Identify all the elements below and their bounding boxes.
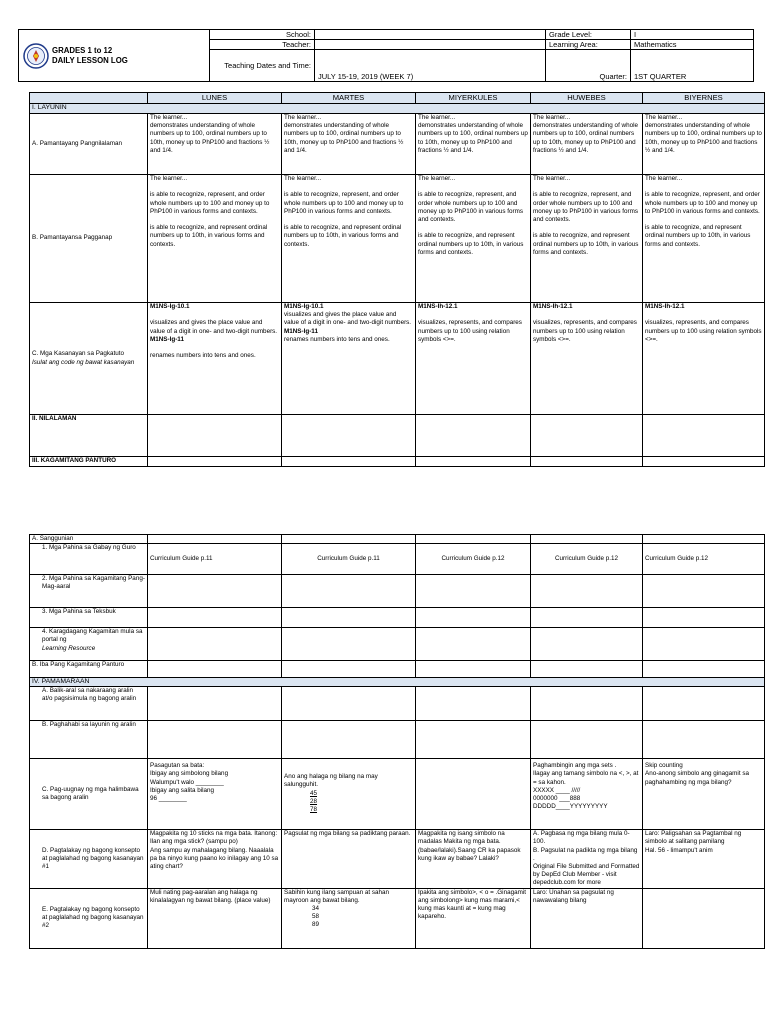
day-header-blank [30,93,148,104]
cell-gabay-miyerkules: Curriculum Guide p.12 [416,544,531,575]
cell-b-miyerkules: The learner... is able to recognize, represent, and order whole numbers up to 100 and money up to PhP100 in various forms and contexts. is able to recognize, and represent ordinal numbers up to 10th, in various forms and contexts. [416,175,531,303]
cell-pe-lunes: Muli nating pag-aaralan ang halaga ng kinalalagyan ng bawat bilang. (place value) [148,888,282,948]
cell-pa-miyerkules [416,687,531,721]
cell-pe-biyernes [643,888,765,948]
cell-pd-huwebes: A. Pagbasa ng mga bilang mula 0-100. B. Pagsulat na padikta ng mga bilang . Original File Submitted and Formatted by DepEd Club Member - visit depedclub.com for more [531,830,643,888]
cell-pb-lunes [148,721,282,759]
cell-a-martes: The learner... demonstrates understanding of whole numbers up to 100, ordinal numbers up to 10th, money up to PhP100 and fractions ½ and 1/4. [282,114,416,175]
cell-nilalaman-lunes [148,415,282,457]
learning-area-value: Mathematics [631,40,754,50]
competency-code: M1NS-Ih-12.1 [418,303,458,310]
cell-r4-martes [282,628,416,661]
competency-code-2: M1NS-Ig-11 [284,327,318,335]
cell-b-martes: The learner... is able to recognize, represent, and order whole numbers up to 100 and money up to PhP100 in various forms and contexts. is able to recognize, and represent ordinal numbers up to 10th, in various forms and contexts. [282,175,416,303]
competency-code: M1NS-Ig-10.1 [284,303,324,310]
cell-rb-huwebes [531,661,643,678]
cell-b-lunes: The learner... is able to recognize, represent, and order whole numbers up to 100 and money up to PhP100 in various forms and contexts. is able to recognize, and represent ordinal numbers up to 10th, in various forms and contexts. [148,175,282,303]
row-label-gabay-ng-guro: 1. Mga Pahina sa Gabay ng Guro [30,544,148,575]
cell-pd-biyernes: Laro: Paligsahan sa Pagtambal ng simbolo at salitang pamilang Hal. 56 - limampu't anim [643,830,765,888]
cell-rb-miyerkules [416,661,531,678]
section-pamamaraan: IV. PAMAMARAAN [30,678,765,687]
row-label-kagamitang-pang-mag-aaral: 2. Mga Pahina sa Kagamitang Pang-Mag-aaral [30,575,148,608]
row-label-pagtalakay-2: E. Pagtalakay ng bagong konsepto at paglalahad ng bagong kasanayan #2 [30,888,148,948]
pc-martes-number-3: 78 [310,806,318,814]
competency-code: M1NS-Ig-10.1 [150,303,190,310]
school-value [315,30,546,40]
cell-rb-biyernes [643,661,765,678]
row-label-pagtalakay-1: D. Pagtalakay ng bagong konsepto at paglalahad ng bagong kasanayan #1 [30,830,148,888]
cell-nilalaman-biyernes [643,415,765,457]
competency-text: visualizes, represents, and compares numbers up to 100 using relation symbols <>=. [533,319,637,343]
cell-c-lunes [148,303,282,415]
teacher-value [315,40,546,50]
cell-pc-martes [282,759,416,830]
cell-r3-miyerkules [416,608,531,628]
cell-sg-martes [282,535,416,544]
quarter-label: Quarter: [546,50,631,82]
competency-text-2: renames numbers into tens and ones. [284,335,390,343]
school-label: School: [210,30,315,40]
dates-value: JULY 15-19, 2019 (WEEK 7) [315,50,546,82]
day-header-lunes: LUNES [148,93,282,104]
header-table [18,29,754,82]
section-layunin: I. LAYUNIN [30,104,765,114]
cell-r2-martes [282,575,416,608]
cell-c-huwebes [531,303,643,415]
cell-b-huwebes: The learner... is able to recognize, represent, and order whole numbers up to 100 and money up to PhP100 in various forms and contexts. is able to recognize, and represent ordinal numbers up to 10th, in various forms and contexts. [531,175,643,303]
row-label-pamantayan-sa-pagganap: B. Pamantayansa Pagganap [30,175,148,303]
row-label-teksbuk: 3. Mga Pahina sa Teksbuk [30,608,148,628]
day-header-martes: MARTES [282,93,416,104]
cell-pc-lunes: Pasagutan sa bata: Ibigay ang simbolong bilang Walumpu't walo ________ Ibigay ang salita bilang 96 ________ [148,759,282,830]
cell-nilalaman-miyerkules [416,415,531,457]
cell-r3-biyernes [643,608,765,628]
cell-a-miyerkules: The learner... demonstrates understanding of whole numbers up to 100, ordinal numbers up to 10th, money up to PhP100 and fractions ½ and 1/4. [416,114,531,175]
cell-gabay-huwebes: Curriculum Guide p.12 [531,544,643,575]
cell-nilalaman-martes [282,415,416,457]
cell-pb-biyernes [643,721,765,759]
cell-r4-biyernes [643,628,765,661]
competency-text: visualizes, represents, and compares numbers up to 100 using relation symbols <>=. [645,319,762,343]
cell-pd-lunes: Magpakita ng 10 sticks na mga bata. Itanong: Ilan ang mga stick? (sampu po) Ang sampu ay mahalagang bilang. Naaalala pa ba ninyo kung paano ko inilagay ang 10 sa ating chart? [148,830,282,888]
cell-rb-lunes [148,661,282,678]
cell-r3-martes [282,608,416,628]
pc-martes-text: Ano ang halaga ng bilang na may salungguhit. [284,773,378,789]
cell-a-biyernes: The learner... demonstrates understanding of whole numbers up to 100, ordinal numbers up to 10th, money up to PhP100 and fractions ½ and 1/4. [643,114,765,175]
cell-r3-lunes [148,608,282,628]
deped-seal-logo [23,43,49,69]
dates-label: Teaching Dates and Time: [210,50,315,82]
cell-r3-huwebes [531,608,643,628]
cell-r2-lunes [148,575,282,608]
cell-pa-huwebes [531,687,643,721]
day-header-huwebes: HUWEBES [531,93,643,104]
competency-text: visualizes and gives the place value and value of a digit in one- and two-digit numbers. [284,311,412,327]
row-label-kasanayan-sa-pagkatuto [30,303,148,415]
cell-r2-biyernes [643,575,765,608]
cell-pa-biyernes [643,687,765,721]
cell-a-lunes: The learner... demonstrates understanding of whole numbers up to 100, ordinal numbers up to 10th, money up to PhP100 and fractions ½ and 1/4. [148,114,282,175]
cell-pb-martes [282,721,416,759]
cell-pa-martes [282,687,416,721]
section-kagamitang-panturo: III. KAGAMITANG PANTURO [30,457,148,467]
row-label-karagdagang-kagamitan [30,628,148,661]
cell-sg-huwebes [531,535,643,544]
competency-code: M1NS-Ih-12.1 [533,303,573,310]
competency-text: visualizes and gives the place value and value of a digit in one- and two-digit numbers. [150,319,278,335]
cell-b-biyernes: The learner... is able to recognize, represent, and order whole numbers up to 100 and money up to PhP100 in various forms and contexts. is able to recognize, and represent ordinal numbers up to 10th, in various forms and contexts. [643,175,765,303]
cell-sg-miyerkules [416,535,531,544]
pe-martes-number-2: 58 [312,913,320,921]
cell-c-miyerkules [416,303,531,415]
teacher-label: Teacher: [210,40,315,50]
lesson-table-objectives [29,92,765,467]
cell-c-martes [282,303,416,415]
kasanayan-label-text: C. Mga Kasanayan sa Pagkatuto [32,350,125,358]
cell-pe-martes [282,888,416,948]
cell-kp-lunes [148,457,282,467]
cell-gabay-biyernes: Curriculum Guide p.12 [643,544,765,575]
title-line-2: DAILY LESSON LOG [52,55,128,65]
day-header-miyerkules: MIYERKULES [416,93,531,104]
pe-martes-number-1: 34 [312,905,320,913]
cell-gabay-martes: Curriculum Guide p.11 [282,544,416,575]
cell-kp-martes [282,457,416,467]
cell-c-biyernes [643,303,765,415]
cell-pc-miyerkules [416,759,531,830]
title-line-1: GRADES 1 to 12 [52,45,113,55]
cell-kp-huwebes [531,457,643,467]
cell-sg-biyernes [643,535,765,544]
cell-pd-martes: Pagsulat ng mga bilang sa padiktang paraan. [282,830,416,888]
cell-r2-miyerkules [416,575,531,608]
grade-level-value: I [631,30,754,40]
grade-level-label: Grade Level: [546,30,631,40]
competency-code: M1NS-Ih-12.1 [645,303,685,310]
pe-martes-number-3: 89 [312,921,320,929]
karagdagang-label-text: 4. Karagdagang Kagamitan mula sa portal ng [42,628,143,644]
cell-rb-martes [282,661,416,678]
cell-nilalaman-huwebes [531,415,643,457]
cell-pc-huwebes: Paghambingin ang mga sets . Ilagay ang tamang simbolo na <, >, at = sa kahon. XXXXX ____ ///// 0000000 ___888 DDDDD____YYYYYYYYY [531,759,643,830]
cell-pb-huwebes [531,721,643,759]
learning-area-label: Learning Area: [546,40,631,50]
row-label-pag-uugnay: C. Pag-uugnay ng mga halimbawa sa bagong aralin [30,759,148,830]
row-label-pamantayang-pangnilalaman: A. Pamantayang Pangnilalaman [30,114,148,175]
cell-pb-miyerkules [416,721,531,759]
karagdagang-label-note: Learning Resource [42,644,96,652]
cell-r4-huwebes [531,628,643,661]
day-header-biyernes: BIYERNES [643,93,765,104]
section-nilalaman: II. NILALAMAN [30,415,148,457]
cell-pd-miyerkules: Magpakita ng isang simbolo na madalas Makita ng mga bata. (babae/lalaki).Saang CR ka papasok kung ikaw ay babae? Lalaki? [416,830,531,888]
cell-r2-huwebes [531,575,643,608]
kasanayan-label-note: Isulat ang code ng bawat kasanayan [32,358,135,366]
pc-martes-number-1: 45 [310,789,318,797]
competency-text-2: renames numbers into tens and ones. [150,352,256,360]
cell-r4-lunes [148,628,282,661]
cell-pe-huwebes: Laro: Unahan sa pagsulat ng nawawalang bilang [531,888,643,948]
pe-martes-text: Sabihin kung ilang sampuan at sahan mayroon ang bawat bilang. [284,888,390,904]
lesson-table-procedures [29,534,765,949]
row-label-balik-aral: A. Balik-aral sa nakaraang aralin at/o pagsisimula ng bagong aralin [30,687,148,721]
row-label-paghahabi: B. Paghahabi sa layunin ng aralin [30,721,148,759]
cell-pc-biyernes: Skip counting Ano-anong simbolo ang ginagamit sa paghahambing ng mga bilang? [643,759,765,830]
cell-kp-miyerkules [416,457,531,467]
cell-r4-miyerkules [416,628,531,661]
cell-pa-lunes [148,687,282,721]
cell-kp-biyernes [643,457,765,467]
row-label-iba-pang-kagamitan: B. Iba Pang Kagamitang Panturo [30,661,148,678]
cell-a-huwebes: The learner... demonstrates understanding of whole numbers up to 100, ordinal numbers up to 10th, money up to PhP100 and fractions ½ and 1/4. [531,114,643,175]
header-title-cell [19,30,210,82]
quarter-value: 1ST QUARTER [631,50,754,82]
row-label-sanggunian: A. Sanggunian [30,535,148,544]
competency-text: visualizes, represents, and compares numbers up to 100 using relation symbols <>=. [418,319,522,343]
cell-sg-lunes [148,535,282,544]
competency-code-2: M1NS-Ig-11 [150,335,184,343]
cell-gabay-lunes: Curriculum Guide p.11 [148,544,282,575]
pc-martes-number-2: 28 [310,797,318,805]
cell-pe-miyerkules: Ipakita ang simbolo>, < o = .Ginagamit ang simbolong> kung mas marami,< kung mas kaunti at = kung mag kapareho. [416,888,531,948]
